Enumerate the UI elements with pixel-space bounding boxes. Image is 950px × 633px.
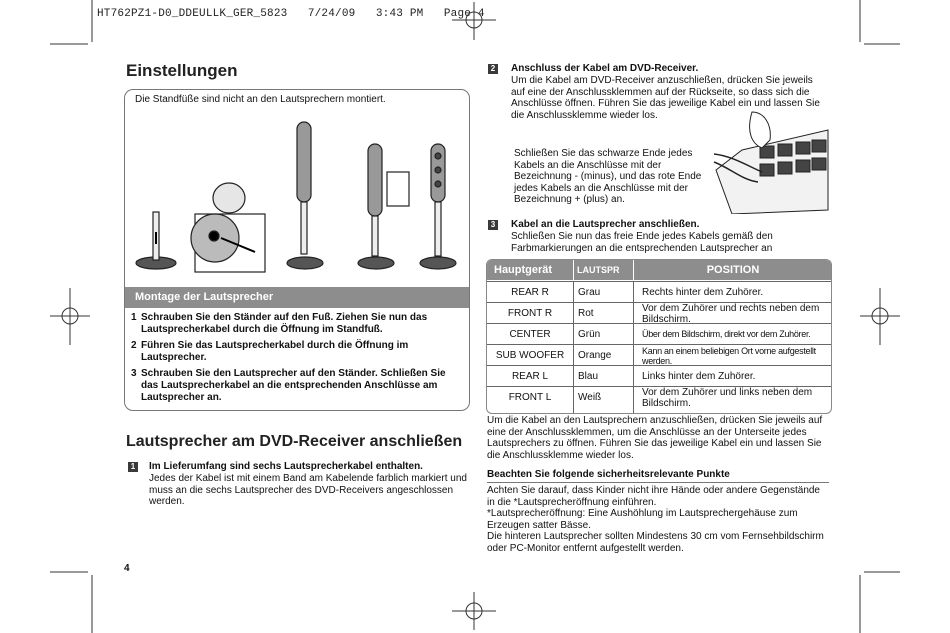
cell-color: Blau [578, 371, 599, 382]
table-row [487, 323, 831, 345]
header-speaker: LAUTSPR [577, 265, 620, 275]
item-2-note: Schließen Sie das schwarze Ende jedes Kabels an die Anschlüsse mit der Bezeichnung - (minus), und das rote Ende jedes Kabels an die Anschlüsse mit der Bezeichnung + (plus) an. [514, 148, 702, 206]
step-1 [131, 312, 461, 336]
cell-unit: SUB WOOFER [495, 350, 565, 361]
page-number: 4 [124, 563, 130, 574]
cell-position: Kann an einem beliebigen Ort vorne aufgestellt werden. [642, 345, 816, 366]
safety-line-3: Die hinteren Lautsprecher sollten Mindestens 30 cm vom Fernsehbildschirm oder PC-Monitor entfernt aufgestellt werden. [487, 531, 824, 554]
header-position: POSITION [706, 264, 760, 276]
print-slug: HT762PZ1-D0_DDEULLK_GER_5823 7/24/09 3:43 PM Page 4 [97, 8, 485, 20]
header-unit: Hauptgerät [494, 264, 553, 276]
item-1-badge: 1 [128, 462, 138, 472]
montage-heading: Montage der Lautsprecher [125, 287, 469, 308]
safety-heading: Beachten Sie folgende sicherheitsrelevante Punkte [487, 469, 730, 480]
after-table-text: Um die Kabel an den Lautsprechern anzuschließen, drücken Sie jeweils auf eine der Anschlussklemmen, um die Anschlüsse an der Unterseite jedes Lautsprechers zu öffnen. Führen Sie das jeweilige Kabel ein und lassen Sie die Anschlussklemme wieder los. [487, 415, 823, 461]
item-1-heading: Im Lieferumfang sind sechs Lautsprecherkabel enthalten. [149, 461, 423, 472]
cell-unit: REAR R [511, 287, 549, 298]
cell-unit: REAR L [511, 371, 549, 382]
item-2-body: Um die Kabel am DVD-Receiver anzuschließen, drücken Sie jeweils auf eine der Anschlussklemmen auf der Rückseite, so dass sich die Anschlüsse öffnen. Führen Sie das jeweilige Kabel ein und lassen Sie die Anschlussklemme wieder los. [511, 75, 820, 121]
cell-position: Über dem Bildschirm, direkt vor dem Zuhörer. [642, 329, 811, 339]
step-1-text: Schrauben Sie den Ständer auf den Fuß. Ziehen Sie nun das Lautsprecherkabel durch die Öffnung im Standfuß. [141, 312, 428, 336]
cell-unit: FRONT L [508, 392, 552, 403]
cell-color: Rot [578, 308, 594, 319]
cell-unit: CENTER [509, 329, 551, 340]
item-1-body: Jedes der Kabel ist mit einem Band am Kabelende farblich markiert und muss an die sechs Lautsprecher des DVD-Receivers angeschlossen werden. [149, 473, 467, 508]
cell-color: Weiß [578, 392, 602, 403]
panel-caption: Die Standfüße sind nicht an den Lautsprechern montiert. [135, 94, 386, 105]
assembly-panel [124, 89, 470, 411]
cell-color: Orange [578, 350, 612, 361]
cell-position: Vor dem Zuhörer und links neben dem Bildschirm. [642, 386, 813, 409]
item-2-badge: 2 [488, 64, 498, 74]
table-row [487, 302, 831, 324]
step-3-number: 3 [131, 368, 137, 379]
step-3-text: Schrauben Sie den Lautsprecher auf den Ständer. Schließen Sie das Lautsprecherkabel an die entsprechenden Anschlüsse am Lautsprecher an. [141, 368, 446, 404]
item-3-body: Schließen Sie nun das freie Ende jedes Kabels gemäß den Farbmarkierungen an die entsprechenden Lautsprecher an [511, 231, 773, 254]
step-2 [131, 340, 461, 364]
cell-position: Rechts hinter dem Zuhörer. [642, 287, 764, 298]
safety-divider [487, 482, 829, 483]
step-1-number: 1 [131, 312, 137, 323]
section-title: Lautsprecher am DVD-Receiver anschließen [126, 433, 463, 450]
cell-color: Grau [578, 287, 601, 298]
cell-color: Grün [578, 329, 601, 340]
table-row [487, 344, 831, 366]
cell-position: Vor dem Zuhörer und rechts neben dem Bildschirm. [642, 302, 820, 325]
speaker-position-table [486, 259, 832, 414]
cell-position: Links hinter dem Zuhörer. [642, 371, 756, 382]
page-title: Einstellungen [126, 61, 238, 80]
safety-line-2: *Lautsprecheröffnung: Eine Aushöhlung im Lautsprechergehäuse zum Erzeugen satter Bässe. [487, 508, 798, 531]
step-2-number: 2 [131, 340, 137, 351]
safety-line-1: Achten Sie darauf, dass Kinder nicht ihre Hände oder andere Gegenstände in die *Lautsprecheröffnung einführen. [487, 485, 820, 508]
cell-unit: FRONT R [507, 308, 553, 319]
table-row [487, 365, 831, 387]
table-row [487, 386, 831, 408]
item-3-heading: Kabel an die Lautsprecher anschließen. [511, 219, 700, 230]
step-2-text: Führen Sie das Lautsprecherkabel durch die Öffnung im Lautsprecher. [141, 340, 409, 364]
item-3-badge: 3 [488, 220, 498, 230]
speaker-assembly-illustration [125, 114, 469, 286]
item-2-heading: Anschluss der Kabel am DVD-Receiver. [511, 63, 699, 74]
receiver-terminal-illustration [712, 110, 830, 214]
table-row [487, 281, 831, 303]
step-3 [131, 368, 461, 405]
